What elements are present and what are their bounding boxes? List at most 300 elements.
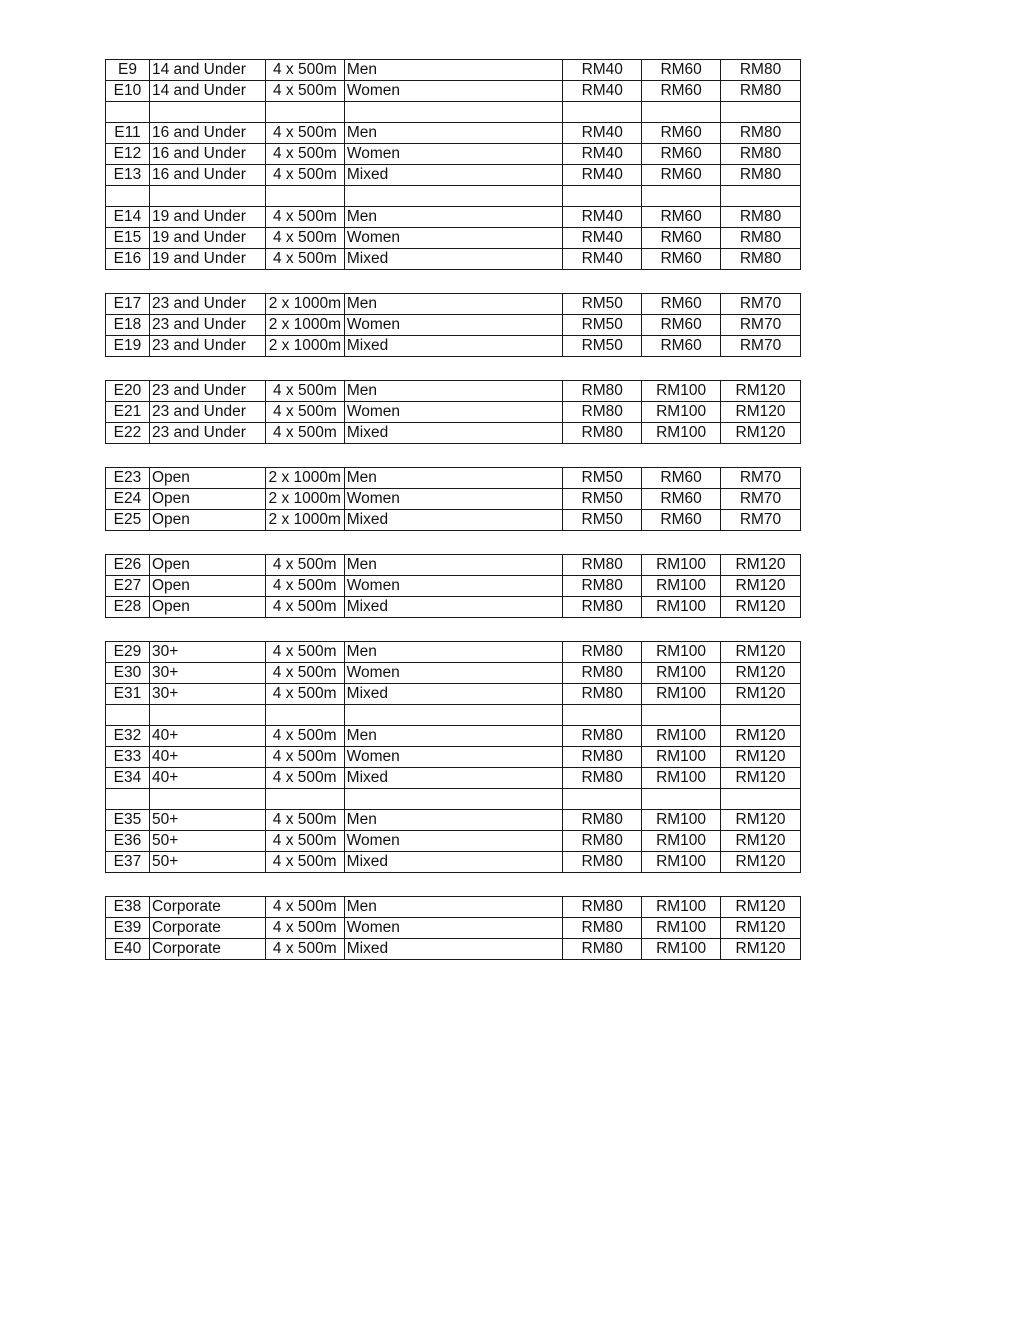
- category-cell: Women: [344, 489, 563, 510]
- event-row: [106, 510, 801, 531]
- distance-cell: 4 x 500m: [265, 642, 344, 663]
- empty-row: [106, 102, 801, 123]
- distance-cell: 4 x 500m: [265, 768, 344, 789]
- category-cell: Mixed: [344, 597, 563, 618]
- event-code-cell: E24: [106, 489, 150, 510]
- category-cell: Women: [344, 144, 562, 165]
- fee-2-cell: RM100: [642, 684, 721, 705]
- fee-2-cell: RM100: [642, 810, 721, 831]
- fee-2-cell: RM60: [642, 60, 721, 81]
- fee-2-cell: RM60: [642, 468, 721, 489]
- age-group-cell: Open: [149, 510, 265, 531]
- fee-1-cell: RM80: [563, 555, 642, 576]
- age-group-cell: Open: [149, 555, 265, 576]
- age-group-cell: [149, 186, 265, 207]
- fee-3-cell: RM70: [721, 336, 801, 357]
- event-code-cell: E34: [106, 768, 150, 789]
- event-row: [106, 597, 801, 618]
- age-group-cell: 16 and Under: [149, 144, 265, 165]
- category-cell: Mixed: [344, 336, 562, 357]
- fee-3-cell: RM80: [721, 81, 801, 102]
- distance-cell: [265, 102, 344, 123]
- fee-3-cell: RM120: [721, 555, 801, 576]
- event-code-cell: E28: [106, 597, 150, 618]
- event-block-table: [105, 554, 801, 618]
- fee-1-cell: RM40: [563, 81, 642, 102]
- distance-cell: 2 x 1000m: [265, 468, 344, 489]
- event-code-cell: [106, 102, 150, 123]
- event-code-cell: E36: [106, 831, 150, 852]
- event-row: [106, 852, 801, 873]
- event-row: [106, 663, 801, 684]
- fee-2-cell: RM100: [642, 918, 721, 939]
- distance-cell: 4 x 500m: [265, 165, 344, 186]
- fee-3-cell: RM120: [721, 597, 801, 618]
- category-cell: Mixed: [344, 852, 563, 873]
- age-group-cell: Open: [149, 597, 265, 618]
- fee-2-cell: RM60: [642, 249, 721, 270]
- fee-1-cell: RM80: [563, 768, 642, 789]
- fee-2-cell: RM60: [642, 336, 721, 357]
- age-group-cell: [149, 102, 265, 123]
- event-row: [106, 897, 801, 918]
- event-code-cell: E9: [106, 60, 150, 81]
- distance-cell: 4 x 500m: [265, 228, 344, 249]
- fee-1-cell: [563, 705, 642, 726]
- empty-row: [106, 705, 801, 726]
- event-code-cell: E29: [106, 642, 150, 663]
- event-row: [106, 831, 801, 852]
- age-group-cell: 23 and Under: [149, 336, 265, 357]
- age-group-cell: 40+: [149, 726, 265, 747]
- category-cell: Men: [344, 60, 562, 81]
- distance-cell: 4 x 500m: [265, 939, 344, 960]
- fee-1-cell: RM80: [563, 663, 642, 684]
- empty-row: [106, 186, 801, 207]
- event-row: [106, 123, 801, 144]
- event-row: [106, 165, 801, 186]
- category-cell: Women: [344, 663, 563, 684]
- fee-3-cell: RM80: [721, 228, 801, 249]
- distance-cell: 2 x 1000m: [265, 510, 344, 531]
- fee-1-cell: RM80: [563, 810, 642, 831]
- event-row: [106, 810, 801, 831]
- distance-cell: 4 x 500m: [265, 81, 344, 102]
- age-group-cell: 23 and Under: [149, 381, 265, 402]
- fee-1-cell: RM40: [563, 165, 642, 186]
- fee-2-cell: RM100: [642, 939, 721, 960]
- event-code-cell: E27: [106, 576, 150, 597]
- event-row: [106, 60, 801, 81]
- fee-1-cell: RM50: [563, 336, 642, 357]
- distance-cell: 4 x 500m: [265, 402, 344, 423]
- fee-3-cell: [721, 102, 801, 123]
- fee-3-cell: RM120: [721, 402, 801, 423]
- event-code-cell: E17: [106, 294, 150, 315]
- fee-1-cell: RM80: [563, 576, 642, 597]
- category-cell: [344, 186, 562, 207]
- fee-1-cell: [563, 102, 642, 123]
- event-row: [106, 576, 801, 597]
- category-cell: Mixed: [344, 510, 563, 531]
- age-group-cell: Open: [149, 468, 265, 489]
- age-group-cell: 40+: [149, 747, 265, 768]
- fee-2-cell: RM60: [642, 315, 721, 336]
- fee-2-cell: RM100: [642, 726, 721, 747]
- fee-1-cell: RM80: [563, 423, 642, 444]
- age-group-cell: [149, 705, 265, 726]
- event-code-cell: E31: [106, 684, 150, 705]
- fee-1-cell: RM50: [563, 489, 642, 510]
- category-cell: [344, 789, 563, 810]
- event-row: [106, 144, 801, 165]
- age-group-cell: 14 and Under: [149, 81, 265, 102]
- category-cell: Women: [344, 831, 563, 852]
- event-code-cell: E18: [106, 315, 150, 336]
- fee-1-cell: RM40: [563, 207, 642, 228]
- distance-cell: [265, 789, 344, 810]
- age-group-cell: 19 and Under: [149, 207, 265, 228]
- fee-2-cell: RM60: [642, 228, 721, 249]
- fee-1-cell: RM40: [563, 60, 642, 81]
- event-row: [106, 381, 801, 402]
- fee-2-cell: RM100: [642, 897, 721, 918]
- event-block-table: [105, 467, 801, 531]
- fee-3-cell: [721, 705, 801, 726]
- event-block-table: [105, 380, 801, 444]
- event-row: [106, 315, 801, 336]
- fee-2-cell: RM60: [642, 510, 721, 531]
- block-spacer: [105, 873, 801, 896]
- event-code-cell: E14: [106, 207, 150, 228]
- distance-cell: 2 x 1000m: [265, 336, 344, 357]
- category-cell: Women: [344, 228, 562, 249]
- event-row: [106, 81, 801, 102]
- age-group-cell: 19 and Under: [149, 228, 265, 249]
- category-cell: Men: [344, 294, 562, 315]
- distance-cell: 4 x 500m: [265, 249, 344, 270]
- category-cell: Mixed: [344, 939, 562, 960]
- event-row: [106, 423, 801, 444]
- fee-3-cell: RM80: [721, 144, 801, 165]
- event-row: [106, 768, 801, 789]
- block-spacer: [105, 444, 801, 467]
- fee-2-cell: RM100: [642, 663, 721, 684]
- event-row: [106, 747, 801, 768]
- event-block-table: [105, 59, 801, 270]
- fee-1-cell: RM50: [563, 315, 642, 336]
- distance-cell: 4 x 500m: [265, 918, 344, 939]
- fee-3-cell: RM70: [721, 468, 801, 489]
- age-group-cell: 23 and Under: [149, 294, 265, 315]
- age-group-cell: 19 and Under: [149, 249, 265, 270]
- category-cell: [344, 102, 562, 123]
- distance-cell: 4 x 500m: [265, 663, 344, 684]
- fee-3-cell: [721, 789, 801, 810]
- distance-cell: 2 x 1000m: [265, 294, 344, 315]
- category-cell: Women: [344, 402, 562, 423]
- fee-2-cell: RM100: [642, 642, 721, 663]
- fee-3-cell: RM70: [721, 510, 801, 531]
- fee-2-cell: RM60: [642, 165, 721, 186]
- event-code-cell: E32: [106, 726, 150, 747]
- event-code-cell: E30: [106, 663, 150, 684]
- age-group-cell: 16 and Under: [149, 165, 265, 186]
- fee-3-cell: RM70: [721, 294, 801, 315]
- block-spacer: [105, 270, 801, 293]
- fee-2-cell: RM100: [642, 597, 721, 618]
- category-cell: Mixed: [344, 768, 563, 789]
- fee-2-cell: [642, 789, 721, 810]
- distance-cell: 2 x 1000m: [265, 315, 344, 336]
- distance-cell: 4 x 500m: [265, 207, 344, 228]
- category-cell: [344, 705, 563, 726]
- age-group-cell: [149, 789, 265, 810]
- fee-3-cell: RM80: [721, 60, 801, 81]
- fee-3-cell: RM120: [721, 831, 801, 852]
- fee-1-cell: RM80: [563, 381, 642, 402]
- age-group-cell: 50+: [149, 831, 265, 852]
- fee-2-cell: RM100: [642, 423, 721, 444]
- category-cell: Women: [344, 315, 562, 336]
- fee-1-cell: [563, 789, 642, 810]
- event-block-table: [105, 641, 801, 873]
- event-row: [106, 207, 801, 228]
- event-row: [106, 249, 801, 270]
- event-block-table: [105, 896, 801, 960]
- event-code-cell: E15: [106, 228, 150, 249]
- event-row: [106, 684, 801, 705]
- fee-2-cell: RM60: [642, 207, 721, 228]
- fee-3-cell: RM80: [721, 249, 801, 270]
- category-cell: Men: [344, 123, 562, 144]
- fee-2-cell: RM100: [642, 852, 721, 873]
- category-cell: Mixed: [344, 165, 562, 186]
- fee-3-cell: RM120: [721, 381, 801, 402]
- event-row: [106, 918, 801, 939]
- category-cell: Mixed: [344, 249, 562, 270]
- fee-1-cell: [563, 186, 642, 207]
- block-spacer: [105, 531, 801, 554]
- age-group-cell: 30+: [149, 684, 265, 705]
- distance-cell: 4 x 500m: [265, 381, 344, 402]
- fee-2-cell: RM100: [642, 747, 721, 768]
- age-group-cell: 23 and Under: [149, 402, 265, 423]
- distance-cell: 4 x 500m: [265, 60, 344, 81]
- fee-3-cell: RM120: [721, 897, 801, 918]
- event-code-cell: E21: [106, 402, 150, 423]
- distance-cell: 4 x 500m: [265, 123, 344, 144]
- category-cell: Mixed: [344, 423, 562, 444]
- empty-row: [106, 789, 801, 810]
- distance-cell: [265, 705, 344, 726]
- fee-2-cell: [642, 102, 721, 123]
- event-code-cell: [106, 186, 150, 207]
- event-fee-sheet: [105, 59, 801, 960]
- event-code-cell: E22: [106, 423, 150, 444]
- fee-3-cell: RM120: [721, 642, 801, 663]
- distance-cell: 4 x 500m: [265, 810, 344, 831]
- distance-cell: 4 x 500m: [265, 684, 344, 705]
- fee-3-cell: RM70: [721, 315, 801, 336]
- event-code-cell: E11: [106, 123, 150, 144]
- age-group-cell: 50+: [149, 810, 265, 831]
- age-group-cell: 23 and Under: [149, 423, 265, 444]
- fee-2-cell: RM100: [642, 381, 721, 402]
- fee-3-cell: RM120: [721, 768, 801, 789]
- event-row: [106, 336, 801, 357]
- fee-3-cell: RM120: [721, 810, 801, 831]
- event-code-cell: E39: [106, 918, 150, 939]
- age-group-cell: 23 and Under: [149, 315, 265, 336]
- age-group-cell: Corporate: [149, 918, 265, 939]
- fee-1-cell: RM80: [563, 597, 642, 618]
- fee-3-cell: RM80: [721, 123, 801, 144]
- fee-3-cell: RM120: [721, 747, 801, 768]
- fee-1-cell: RM80: [563, 897, 642, 918]
- fee-3-cell: RM120: [721, 423, 801, 444]
- age-group-cell: 50+: [149, 852, 265, 873]
- distance-cell: 4 x 500m: [265, 831, 344, 852]
- fee-2-cell: RM100: [642, 768, 721, 789]
- age-group-cell: Corporate: [149, 939, 265, 960]
- fee-1-cell: RM80: [563, 831, 642, 852]
- fee-1-cell: RM40: [563, 249, 642, 270]
- fee-1-cell: RM80: [563, 852, 642, 873]
- distance-cell: 2 x 1000m: [265, 489, 344, 510]
- age-group-cell: 30+: [149, 642, 265, 663]
- event-code-cell: E10: [106, 81, 150, 102]
- event-code-cell: [106, 789, 150, 810]
- event-row: [106, 468, 801, 489]
- distance-cell: 4 x 500m: [265, 852, 344, 873]
- fee-1-cell: RM50: [563, 510, 642, 531]
- event-row: [106, 228, 801, 249]
- event-code-cell: E12: [106, 144, 150, 165]
- fee-3-cell: RM80: [721, 207, 801, 228]
- event-row: [106, 642, 801, 663]
- distance-cell: 4 x 500m: [265, 726, 344, 747]
- age-group-cell: 40+: [149, 768, 265, 789]
- event-code-cell: E37: [106, 852, 150, 873]
- fee-3-cell: RM120: [721, 918, 801, 939]
- fee-2-cell: RM100: [642, 576, 721, 597]
- event-code-cell: E13: [106, 165, 150, 186]
- fee-2-cell: RM100: [642, 831, 721, 852]
- event-block-table: [105, 293, 801, 357]
- fee-2-cell: RM60: [642, 294, 721, 315]
- distance-cell: 4 x 500m: [265, 597, 344, 618]
- age-group-cell: Corporate: [149, 897, 265, 918]
- event-row: [106, 555, 801, 576]
- category-cell: Women: [344, 81, 562, 102]
- age-group-cell: Open: [149, 489, 265, 510]
- event-code-cell: E16: [106, 249, 150, 270]
- category-cell: Men: [344, 381, 562, 402]
- event-code-cell: E35: [106, 810, 150, 831]
- age-group-cell: 30+: [149, 663, 265, 684]
- category-cell: Women: [344, 918, 562, 939]
- fee-3-cell: [721, 186, 801, 207]
- category-cell: Women: [344, 576, 563, 597]
- category-cell: Men: [344, 468, 563, 489]
- event-code-cell: E20: [106, 381, 150, 402]
- fee-1-cell: RM80: [563, 918, 642, 939]
- fee-1-cell: RM80: [563, 747, 642, 768]
- category-cell: Men: [344, 555, 563, 576]
- fee-2-cell: RM60: [642, 123, 721, 144]
- fee-3-cell: RM120: [721, 852, 801, 873]
- event-code-cell: E38: [106, 897, 150, 918]
- distance-cell: 4 x 500m: [265, 555, 344, 576]
- fee-1-cell: RM80: [563, 726, 642, 747]
- event-code-cell: E19: [106, 336, 150, 357]
- distance-cell: 4 x 500m: [265, 144, 344, 165]
- event-code-cell: [106, 705, 150, 726]
- fee-1-cell: RM50: [563, 294, 642, 315]
- fee-1-cell: RM40: [563, 228, 642, 249]
- age-group-cell: 14 and Under: [149, 60, 265, 81]
- category-cell: Men: [344, 726, 563, 747]
- fee-1-cell: RM50: [563, 468, 642, 489]
- distance-cell: [265, 186, 344, 207]
- event-row: [106, 402, 801, 423]
- fee-2-cell: RM100: [642, 402, 721, 423]
- block-spacer: [105, 357, 801, 380]
- event-row: [106, 294, 801, 315]
- event-row: [106, 726, 801, 747]
- event-code-cell: E40: [106, 939, 150, 960]
- category-cell: Men: [344, 642, 563, 663]
- event-code-cell: E25: [106, 510, 150, 531]
- fee-2-cell: RM60: [642, 144, 721, 165]
- fee-2-cell: [642, 186, 721, 207]
- fee-2-cell: RM60: [642, 489, 721, 510]
- category-cell: Men: [344, 897, 562, 918]
- fee-1-cell: RM80: [563, 402, 642, 423]
- category-cell: Men: [344, 810, 563, 831]
- fee-3-cell: RM120: [721, 663, 801, 684]
- fee-3-cell: RM120: [721, 684, 801, 705]
- fee-3-cell: RM120: [721, 726, 801, 747]
- category-cell: Men: [344, 207, 562, 228]
- fee-1-cell: RM40: [563, 144, 642, 165]
- event-row: [106, 939, 801, 960]
- fee-3-cell: RM120: [721, 939, 801, 960]
- fee-1-cell: RM80: [563, 642, 642, 663]
- category-cell: Women: [344, 747, 563, 768]
- fee-2-cell: RM100: [642, 555, 721, 576]
- event-code-cell: E23: [106, 468, 150, 489]
- fee-3-cell: RM120: [721, 576, 801, 597]
- fee-1-cell: RM80: [563, 939, 642, 960]
- distance-cell: 4 x 500m: [265, 576, 344, 597]
- event-code-cell: E26: [106, 555, 150, 576]
- block-spacer: [105, 618, 801, 641]
- fee-3-cell: RM80: [721, 165, 801, 186]
- fee-3-cell: RM70: [721, 489, 801, 510]
- category-cell: Mixed: [344, 684, 563, 705]
- fee-2-cell: RM60: [642, 81, 721, 102]
- fee-1-cell: RM40: [563, 123, 642, 144]
- distance-cell: 4 x 500m: [265, 423, 344, 444]
- distance-cell: 4 x 500m: [265, 897, 344, 918]
- event-row: [106, 489, 801, 510]
- distance-cell: 4 x 500m: [265, 747, 344, 768]
- fee-2-cell: [642, 705, 721, 726]
- age-group-cell: Open: [149, 576, 265, 597]
- age-group-cell: 16 and Under: [149, 123, 265, 144]
